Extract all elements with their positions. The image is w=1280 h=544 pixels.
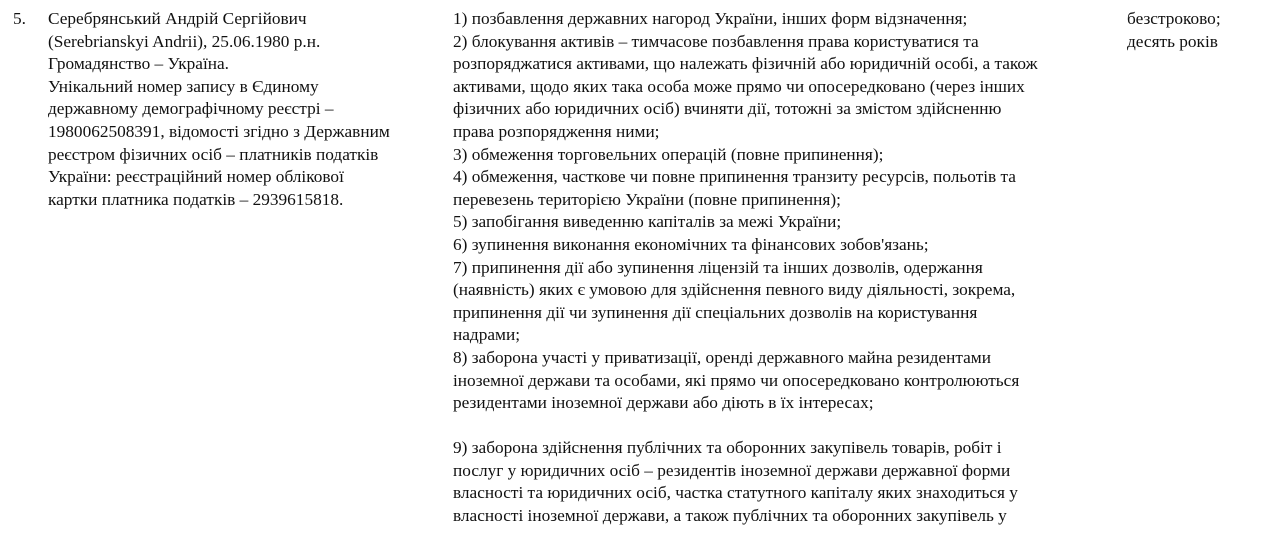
sanction-line: надрами; [453,325,521,345]
sanctions-list [453,8,1123,528]
sanction-line: припинення дії чи зупинення дії спеціальних дозволів на користування [453,302,978,322]
sanction-line: фізичних або юридичних осіб) вчиняти дії, тотожні за змістом здійсненню [453,99,1002,119]
person-line: 1980062508391, відомості згідно з Державним [48,121,390,141]
sanction-line: резидентами іноземної держави або діють в їх інтересах; [453,393,874,413]
term-line: безстроково; [1127,9,1221,28]
sanction-line: 4) обмеження, часткове чи повне припинення транзиту ресурсів, польотів та [453,167,1016,187]
sanction-line: власності та юридичних осіб, частка статутного капіталу яких знаходиться у [453,483,1018,503]
person-line: Унікальний номер запису в Єдиному [48,76,319,96]
sanction-line: 8) заборона участі у приватизації, оренді державного майна резидентами [453,347,991,367]
sanction-line: 1) позбавлення державних нагород України, інших форм відзначення; [453,9,968,28]
sanction-line: активами, щодо яких така особа може прямо чи опосередковано (через інших [453,76,1025,96]
person-line: реєстром фізичних осіб – платників податків [48,144,379,164]
sanction-line: 7) припинення дії або зупинення ліцензій та інших дозволів, одержання [453,257,983,277]
sanction-line: 2) блокування активів – тимчасове позбавлення права користуватися та [453,31,979,51]
sanction-line: іноземної держави та особами, які прямо чи опосередковано контролюються [453,370,1020,390]
person-line: картки платника податків – 2939615818. [48,189,344,209]
sanction-line: 9) заборона здійснення публічних та оборонних закупівель товарів, робіт і [453,438,1002,458]
person-line: України: реєстраційний номер облікової [48,167,344,187]
person-details [48,8,448,211]
sanction-line: 6) зупинення виконання економічних та фінансових зобов'язань; [453,234,929,254]
sanction-line: власності іноземної держави, а також публічних та оборонних закупівель у [453,506,1007,526]
sanction-term [1127,8,1277,53]
sanction-line: послуг у юридичних осіб – резидентів іноземної держави державної форми [453,460,1011,480]
person-line: Серебрянський Андрій Сергійович [48,9,307,28]
sanction-line: права розпорядження ними; [453,121,660,141]
person-line: (Serebrianskyi Andrii), 25.06.1980 р.н. [48,31,321,51]
paragraph-spacer [453,415,1123,438]
sanction-line: 3) обмеження торговельних операцій (повне припинення); [453,144,884,164]
person-line: Громадянство – Україна. [48,54,229,74]
sanction-line: 5) запобігання виведенню капіталів за межі України; [453,212,842,232]
row-number: 5. [13,9,26,28]
person-line: державному демографічному реєстрі – [48,99,334,119]
sanction-line: перевезень територією України (повне припинення); [453,189,841,209]
term-line: десять років [1127,31,1218,51]
sanction-line: розпоряджатися активами, що належать фізичній або юридичній особі, а також [453,54,1038,74]
sanction-line: (наявність) яких є умовою для здійснення певного виду діяльності, зокрема, [453,280,1016,300]
